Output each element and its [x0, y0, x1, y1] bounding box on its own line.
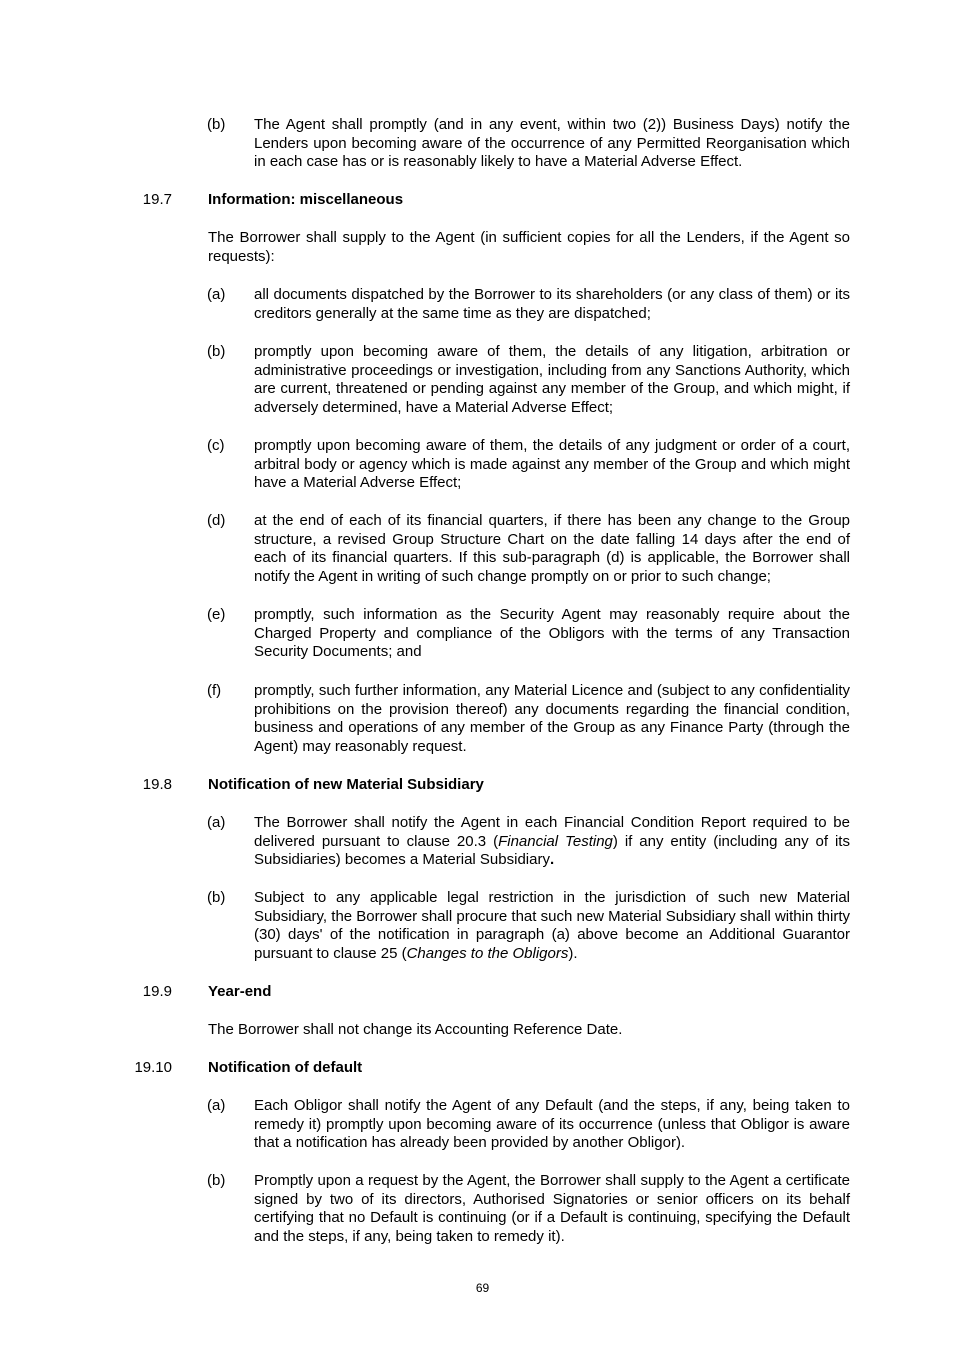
item-label: (f)	[207, 682, 222, 699]
cross-reference: Financial Testing	[498, 832, 613, 850]
section-number: 19.10	[134, 1059, 172, 1076]
item-text: at the end of each of its financial quarters, if there has been any change to the Group structure, a revised Group Structure Chart on the date falling 14 days after the end of each of its financial quarters. If this sub-paragraph (d) is applicable, the Borrower shall notify the Agent in writing of such change promptly on or prior to such change;	[254, 512, 850, 586]
item-text: Promptly upon a request by the Agent, the Borrower shall supply to the Agent a certificate signed by two of its directors, Authorised Signatories or senior officers on its behalf certifying that no Default is continuing (or if a Default is continuing, specifying the Default and the steps, if any, being taken to remedy it).	[254, 1172, 850, 1246]
item-label: (c)	[207, 437, 225, 454]
section-title: Notification of new Material Subsidiary	[208, 776, 484, 793]
item-label: (a)	[207, 1097, 226, 1114]
section-title: Information: miscellaneous	[208, 191, 404, 208]
page-number: 69	[475, 1281, 490, 1295]
item-text-part: .	[549, 851, 555, 869]
item-text-part: Subject to any applicable legal restriction in the jurisdiction of such new Material Subsidiary, the Borrower shall procure that such new Material Subsidiary shall within thirty (30) days' of the notification in paragraph (a) above become an Additional Guarantor pursuant to clause 25 (	[254, 889, 850, 963]
section-title: Year-end	[208, 983, 272, 1000]
item-label: (b)	[207, 1172, 226, 1189]
item-label: (a)	[207, 814, 226, 831]
item-text	[254, 889, 850, 964]
item-text-part: ) if any entity (including any of its Subsidiaries) becomes a Material Subsidiary	[254, 832, 850, 869]
section-title: Notification of default	[208, 1059, 363, 1076]
section-body: The Borrower shall not change its Accounting Reference Date.	[208, 1021, 623, 1038]
item-text: all documents dispatched by the Borrower to its shareholders (or any class of them) or its creditors generally at the same time as they are dispatched;	[254, 286, 850, 322]
cross-reference: Changes to the Obligors	[406, 945, 569, 963]
section-intro: The Borrower shall supply to the Agent (in sufficient copies for all the Lenders, if the Agent so requests):	[208, 229, 850, 265]
item-text: promptly upon becoming aware of them, the details of any litigation, arbitration or administrative proceedings or investigation, including from any Sanctions Authority, which are current, threatened or pending against any member of the Group, and which might, if adversely determined, have a Material Adverse Effect;	[254, 343, 850, 417]
section-number: 19.7	[142, 191, 172, 208]
item-text-part: The Borrower shall notify the Agent in each Financial Condition Report required to be delivered pursuant to clause 20.3 (	[254, 814, 850, 850]
section-number: 19.9	[142, 983, 172, 1000]
item-text: promptly, such information as the Security Agent may reasonably require about the Charged Property and compliance of the Obligors with the terms of any Transaction Security Documents; and	[254, 606, 850, 661]
item-label: (e)	[207, 606, 226, 623]
item-label: (b)	[207, 889, 226, 906]
item-text: Each Obligor shall notify the Agent of any Default (and the steps, if any, being taken to remedy it) promptly upon becoming aware of its occurrence (unless that Obligor is aware that a notification has already been provided by another Obligor).	[254, 1097, 850, 1152]
item-label: (a)	[207, 286, 226, 303]
item-text: promptly upon becoming aware of them, the details of any judgment or order of a court, arbitral body or agency which is made against any member of the Group and which might have a Material Adverse Effect;	[254, 437, 850, 492]
item-label: (b)	[207, 343, 226, 360]
item-text	[254, 814, 850, 870]
item-text: promptly, such further information, any Material Licence and (subject to any confidentiality prohibitions on the provision thereof) any documents regarding the financial condition, business and operations of any member of the Group as any Finance Party (through the Agent) may reasonably request.	[254, 682, 850, 756]
item-label: (b)	[207, 116, 226, 133]
section-number: 19.8	[142, 776, 172, 793]
item-text-part: ).	[568, 945, 578, 963]
item-text: The Agent shall promptly (and in any event, within two (2)) Business Days) notify the Lenders upon becoming aware of the occurrence of any Permitted Reorganisation which in each case has or is reasonably likely to have a Material Adverse Effect.	[254, 116, 850, 171]
item-label: (d)	[207, 512, 226, 529]
